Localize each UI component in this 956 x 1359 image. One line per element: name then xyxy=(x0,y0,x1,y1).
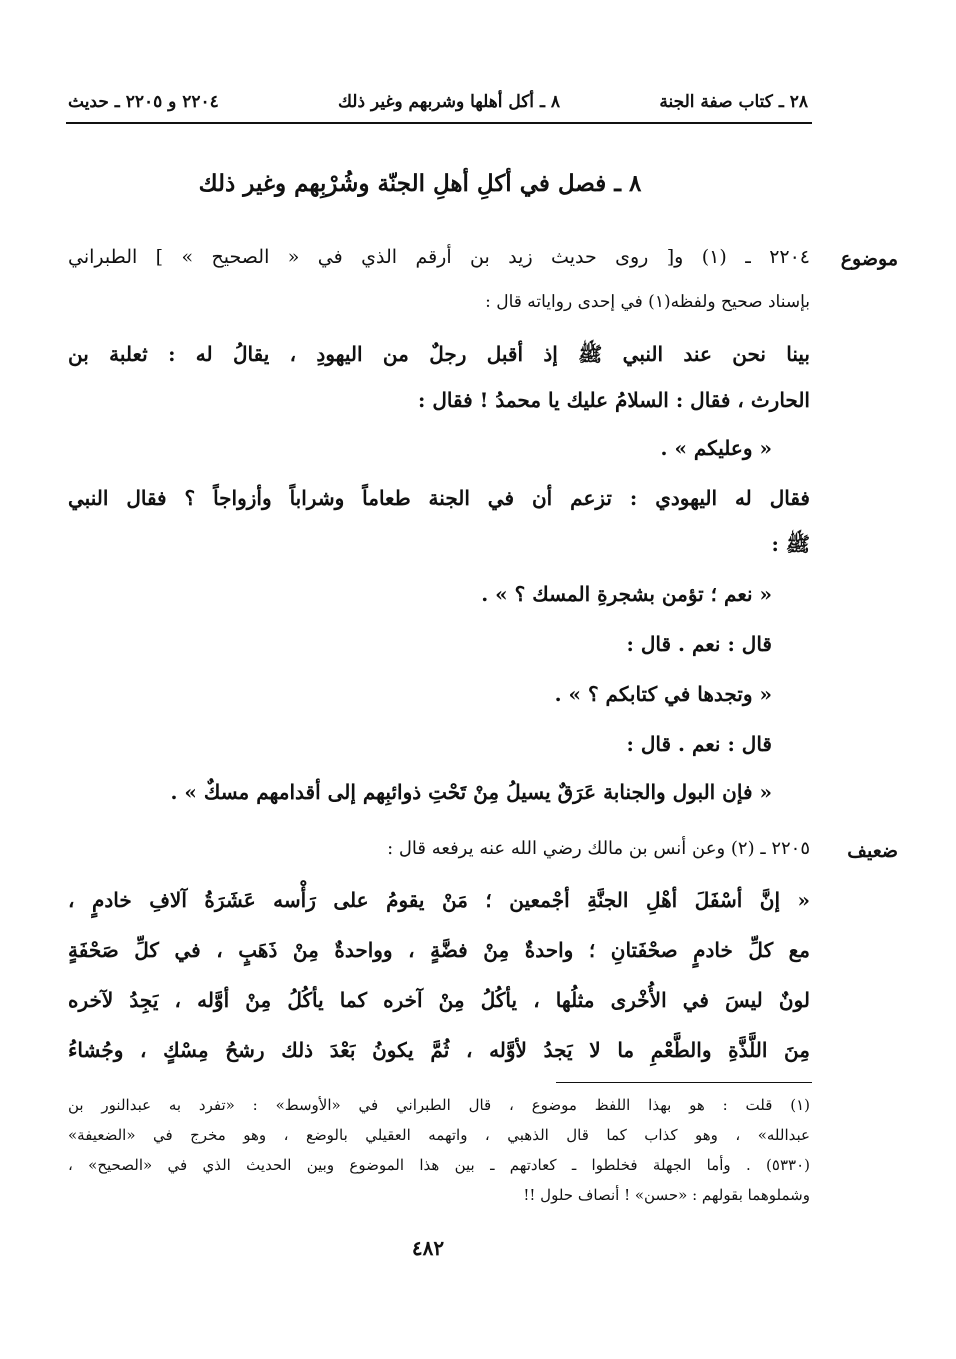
hadith-2204-text-7: قال : نعم . قال : xyxy=(626,632,772,656)
hadith-2204-text-9: قال : نعم . قال : xyxy=(626,732,772,756)
grade-label-2205: ضعيف xyxy=(847,840,898,862)
hadith-2205-text-3: لونٌ ليسَ في الأُخْرى مثلُها ، يأكُلُ مِنْ آخره كما يأكُلُ مِنْ أوَّله ، يَجِدُ لآخره xyxy=(68,988,811,1012)
hadith-2204-intro-2: بإسناد صحيح ولفظه(١) في إحدى رواياته قال : xyxy=(485,292,810,312)
footnote-separator xyxy=(556,1082,812,1083)
hadith-2204-text-10: « فإن البول والجنابة عَرَقٌ يسيلُ مِنْ تَحْتِ ذوائبِهم إلى أقدامهم مسكٌ » . xyxy=(170,780,772,804)
page-number: ٤٨٢ xyxy=(411,1236,445,1260)
running-header xyxy=(66,88,812,124)
footnote-line-1: (١) قلت : هو بهذا اللفظ موضوع ، قال الطبراني في «الأوسط» : «تفرد به عبدالنور بن xyxy=(68,1096,810,1114)
grade-label-2204: موضوع xyxy=(840,248,898,270)
footnote-line-2: عبدالله» ، وهو كذاب كما قال الذهبي ، واتهمه العقيلي بالوضع ، وهو مخرج في «الضعيفة» xyxy=(68,1126,810,1144)
header-section: ٨ ـ أكل أهلها وشربهم وغير ذلك xyxy=(337,92,560,112)
header-chapter: ٢٨ ـ كتاب صفة الجنة xyxy=(659,92,808,112)
footnote-line-4: وشملوهما بقولهم : «حسن» ! أنصاف حلول !! xyxy=(523,1186,810,1204)
hadith-2204-text-4: فقال له اليهودي : تزعم أن في الجنة طعاماً وشراباً وأزواجاً ؟ فقال النبي xyxy=(68,486,810,510)
hadith-2204-text-3: « وعليكم » . xyxy=(660,436,772,460)
hadith-2205-intro: ٢٢٠٥ ـ (٢) وعن أنس بن مالك رضي الله عنه يرفعه قال : xyxy=(387,838,810,859)
hadith-2205-text-4: مِنَ اللَّذَّةِ والطَّعْمِ ما لا يَجدُ لأوَّله ، ثُمَّ يكونُ بَعْدَ ذلك رشحُ مِسْكٍ ، وجُشاءُ xyxy=(68,1038,810,1062)
hadith-2204-text-2: الحارث ، فقال : السلامُ عليك يا محمدُ ! فقال : xyxy=(418,388,810,412)
header-hadith-range: ٢٢٠٤ و ٢٢٠٥ ـ حديث xyxy=(68,92,219,112)
hadith-2205-text-1: « إنَّ أسْفَلَ أهْلِ الجنَّةِ أجْمعين ؛ مَنْ يقومُ على رَأْسه عَشَرَةُ آلافِ خادمٍ ، xyxy=(68,888,810,912)
section-title: ٨ ـ فصل في أكلِ أهلِ الجنّة وشُرْبِهم وغير ذلك xyxy=(198,170,642,197)
hadith-2204-text-1: بينا نحن عند النبي ﷺ إذ أقبل رجلٌ من اليهودِ ، يقالُ له : ثعلبة بن xyxy=(68,342,810,366)
hadith-2204-text-8: « وتجدها في كتابكم ؟ » . xyxy=(554,682,772,706)
hadith-2204-text-5: ﷺ : xyxy=(771,532,810,556)
footnote-line-3: (٥٣٣٠) . وأما الجهلة فخلطوا ـ كعادتهم ـ بين هذا الموضوع وبين الحديث الذي في «الصحيح» ، xyxy=(68,1156,810,1174)
hadith-2204-intro-1: ٢٢٠٤ ـ (١) و[ روى حديث زيد بن أرقم الذي في « الصحيح » ] الطبراني xyxy=(68,246,811,268)
hadith-2205-text-2: مع كلِّ خادمٍ صحْفَتانِ ؛ واحدةٌ مِنْ فضَّةٍ ، وواحدةٌ مِنْ ذَهَبٍ ، في كلِّ صَحْفَةٍ xyxy=(68,938,810,962)
hadith-2204-text-6: « نعم ؛ تؤمن بشجرةِ المسك ؟ » . xyxy=(481,582,772,606)
